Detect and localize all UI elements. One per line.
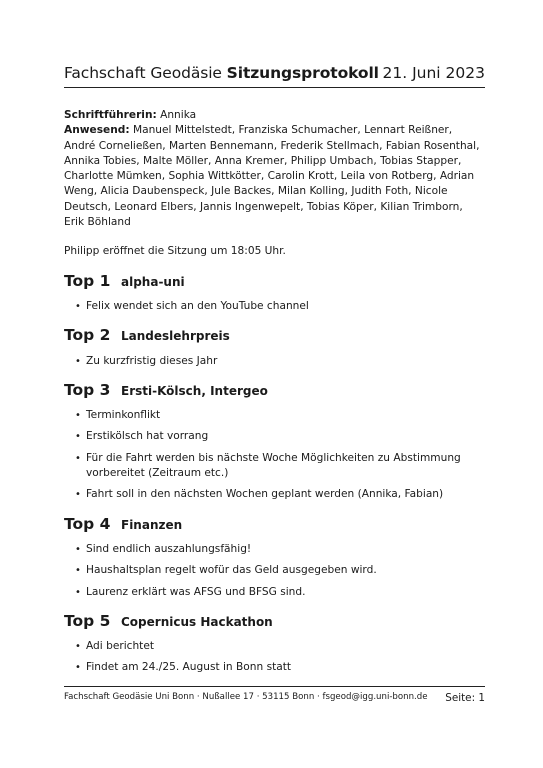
agenda-title: Landeslehrpreis: [121, 329, 230, 344]
list-item: [75, 451, 485, 482]
list-item: [75, 299, 485, 314]
list-item: [75, 408, 485, 423]
attendees-list: Manuel Mittelstedt, Franziska Schumacher, Lennart Reißner, André Corneließen, Marten Bennemann, Frederik Stellmach, Fabian Rosenthal, Annika Tobies, Malte Möller, Anna Kremer, Philipp Umbach, Tobias Stapper, Charlotte Mümken, Sophia Wittkötter, Carolin Krott, Leila von Rotberg, Adrian Weng, Alicia Daubenspeck, Jule Backes, Milan Kolling, Judith Foth, Nicole Deutsch, Leonard Elbers, Jannis Ingenwepelt, Tobias Köper, Kilian Trimborn, Erik Böhland: [64, 124, 480, 229]
agenda-section: [64, 611, 485, 676]
bullet-icon: •: [75, 489, 81, 501]
agenda-title: Copernicus Hackathon: [121, 614, 273, 629]
agenda-number: Top 2: [64, 326, 111, 345]
bullet-icon: •: [75, 586, 81, 598]
header-date: 21. Juni 2023: [382, 64, 485, 82]
list-item-text: Felix wendet sich an den YouTube channel: [86, 299, 309, 312]
bullet-icon: •: [75, 410, 81, 422]
attendees-label: Anwesend:: [64, 124, 130, 137]
list-item: [75, 660, 485, 675]
agenda-heading: [64, 514, 485, 533]
list-item-text: Laurenz erklärt was AFSG und BFSG sind.: [86, 585, 306, 598]
agenda-section: [64, 380, 485, 503]
header-org: Fachschaft Geodäsie: [64, 64, 222, 82]
agenda-number: Top 1: [64, 271, 111, 290]
list-item: [75, 585, 485, 600]
list-item-text: Findet am 24./25. August in Bonn statt: [86, 661, 292, 674]
list-item: [75, 639, 485, 654]
agenda-section: [64, 271, 485, 315]
header-doc-type: Sitzungsprotokoll: [226, 64, 379, 82]
list-item: [75, 487, 485, 502]
agenda-title: Ersti-Kölsch, Intergeo: [121, 383, 268, 398]
agenda-heading: [64, 611, 485, 630]
list-item-text: Adi berichtet: [86, 640, 155, 653]
document-body: [64, 108, 485, 682]
agenda-title: alpha-uni: [121, 274, 185, 289]
list-item-text: Fahrt soll in den nächsten Wochen geplant werden (Annika, Fabian): [86, 488, 444, 501]
list-item: [75, 542, 485, 557]
header-title: [64, 64, 379, 82]
bullet-icon: •: [75, 543, 81, 555]
agenda-section: [64, 514, 485, 600]
list-item: [75, 563, 485, 578]
agenda-heading: [64, 271, 485, 290]
list-item-text: Haushaltsplan regelt wofür das Geld ausgegeben wird.: [86, 564, 377, 577]
agenda-bullet-list: [64, 299, 485, 314]
bullet-icon: •: [75, 662, 81, 674]
secretary-name: Annika: [160, 109, 197, 121]
agenda-number: Top 3: [64, 380, 111, 399]
agenda-items: [64, 271, 485, 676]
list-item: [75, 354, 485, 369]
secretary-label: Schriftführerin:: [64, 109, 157, 121]
opening-statement: Philipp eröffnet die Sitzung um 18:05 Uhr.: [64, 245, 286, 258]
list-item-text: Zu kurzfristig dieses Jahr: [86, 354, 218, 367]
list-item-text: Erstikölsch hat vorrang: [86, 430, 209, 443]
agenda-bullet-list: [64, 542, 485, 600]
list-item: [75, 429, 485, 444]
bullet-icon: •: [75, 641, 81, 653]
list-item-text: Terminkonflikt: [86, 409, 161, 422]
agenda-bullet-list: [64, 408, 485, 502]
agenda-heading: [64, 380, 485, 399]
footer-address: Fachschaft Geodäsie Uni Bonn · Nußallee 17 · 53115 Bonn · fsgeod@igg.uni-bonn.de: [64, 692, 428, 702]
agenda-heading: [64, 328, 485, 344]
bullet-icon: •: [75, 452, 81, 464]
agenda-title: Finanzen: [121, 517, 183, 532]
page-header: [64, 62, 485, 88]
bullet-icon: •: [75, 300, 81, 312]
agenda-bullet-list: [64, 354, 485, 369]
list-item-text: Sind endlich auszahlungsfähig!: [86, 542, 252, 555]
agenda-number: Top 4: [64, 514, 111, 533]
page-number: Seite: 1: [445, 692, 485, 704]
meta-block: [64, 108, 485, 230]
list-item-text: Für die Fahrt werden bis nächste Woche Möglichkeiten zu Abstimmung vorbereitet (Zeitraum etc.): [86, 451, 461, 480]
agenda-bullet-list: [64, 639, 485, 676]
agenda-number: Top 5: [64, 611, 111, 630]
secretary-line: [64, 108, 485, 123]
attendees-line: [64, 123, 485, 230]
bullet-icon: •: [75, 565, 81, 577]
page-footer: [64, 686, 485, 704]
bullet-icon: •: [75, 355, 81, 367]
bullet-icon: •: [75, 431, 81, 443]
agenda-section: [64, 328, 485, 369]
